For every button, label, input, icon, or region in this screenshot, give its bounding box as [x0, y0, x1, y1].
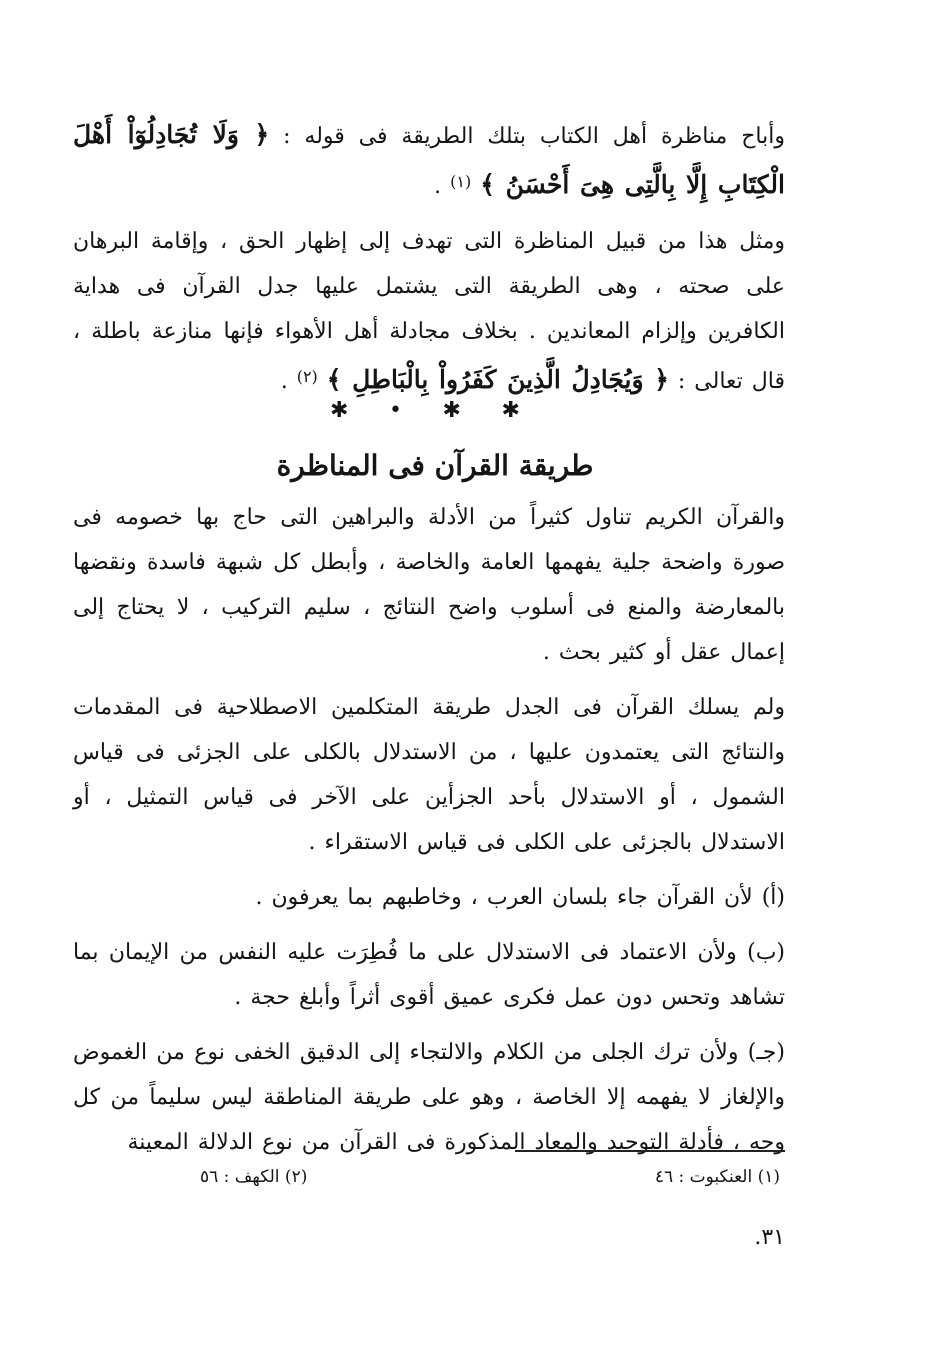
quran-verse-ankabut: ﴿ وَلَا تُجَادِلُوٓاْ أَهْلَ الْكِتَابِ إِلَّا بِالَّتِى هِىَ أَحْسَنُ ﴾ — [73, 120, 785, 199]
paragraph-permitted-debate — [73, 112, 785, 209]
asterisk-icon: ✱ — [442, 397, 461, 423]
sentence-end: . — [434, 174, 442, 199]
footnote-1: (١) العنكبوت : ٤٦ — [654, 1167, 780, 1187]
section-heading: طريقة القرآن فى المناظرة — [276, 449, 594, 482]
main-section — [73, 495, 785, 1165]
paragraph-text: ومثل هذا من قبيل المناظرة التى تهدف إلى إظهار الحق ، وإقامة البرهان على صحته ، وهى الطريقة التى يشتمل عليها جدل القرآن فى هداية الكافرين وإلزام المعاندين . بخلاف مجادلة أهل الأهواء فإنها منازعة باطلة ، قال تعالى : — [73, 229, 785, 394]
paragraph-text: وأباح مناظرة أهل الكتاب بتلك الطريقة فى قوله : — [283, 124, 785, 149]
intro-section — [73, 112, 785, 404]
section-separator — [330, 392, 520, 428]
sentence-end: . — [280, 369, 288, 394]
paragraph-reason-c: (جـ) ولأن ترك الجلى من الكلام والالتجاء إلى الدقيق الخفى نوع من الغموض والإلغاز لا يفهمه إلا الخاصة ، وهو على طريقة المناطقة ليس سليماً من كل وجه ، فأدلة التوحيد والمعاد المذكورة فى القرآن من نوع الدلالة المعينة — [73, 1040, 786, 1155]
footnote-ref-1: (١) — [450, 172, 472, 191]
footnotes — [200, 1162, 780, 1192]
paragraph-reason-a: (أ) لأن القرآن جاء بلسان العرب ، وخاطبهم بما يعرفون . — [255, 885, 785, 910]
footnote-divider — [515, 1150, 785, 1152]
paragraph-quran-evidence: والقرآن الكريم تناول كثيراً من الأدلة والبراهين التى حاج بها خصومه فى صورة واضحة جلية يفهمها العامة والخاصة ، وأبطل كل شبهة فاسدة ونقضها بالمعارضة والمنع فى أسلوب واضح النتائج ، سليم التركيب ، لا يحتاج إلى إعمال عقل أو كثير بحث . — [73, 505, 786, 665]
page-number: ٣١. — [754, 1225, 785, 1250]
paragraph-reason-b: (ب) ولأن الاعتماد فى الاستدلال على ما فُطِرَت عليه النفس من الإيمان بما تشاهد وتحس دون عمل فكرى عميق أقوى أثراً وأبلغ حجة . — [73, 940, 785, 1010]
quran-verse-kahf: ﴿ وَيُجَادِلُ الَّذِينَ كَفَرُواْ بِالْبَاطِلِ ﴾ — [326, 365, 669, 394]
footnote-ref-2: (٢) — [296, 367, 318, 386]
asterisk-icon: ✱ — [501, 397, 520, 423]
paragraph-debate-types — [73, 219, 785, 404]
footnote-2: (٢) الكهف : ٥٦ — [200, 1167, 308, 1187]
asterisk-icon: ✱ — [330, 397, 349, 423]
paragraph-mutakallimin: ولم يسلك القرآن فى الجدل طريقة المتكلمين الاصطلاحية فى المقدمات والنتائج التى يعتمدون عليها ، من الاستدلال بالكلى على الجزئى فى قياس الشمول ، أو الاستدلال بأحد الجزأين على الآخر فى قياس التمثيل ، أو الاستدلال بالجزئى على الكلى فى قياس الاستقراء . — [73, 695, 785, 855]
dot-icon: • — [389, 397, 402, 423]
